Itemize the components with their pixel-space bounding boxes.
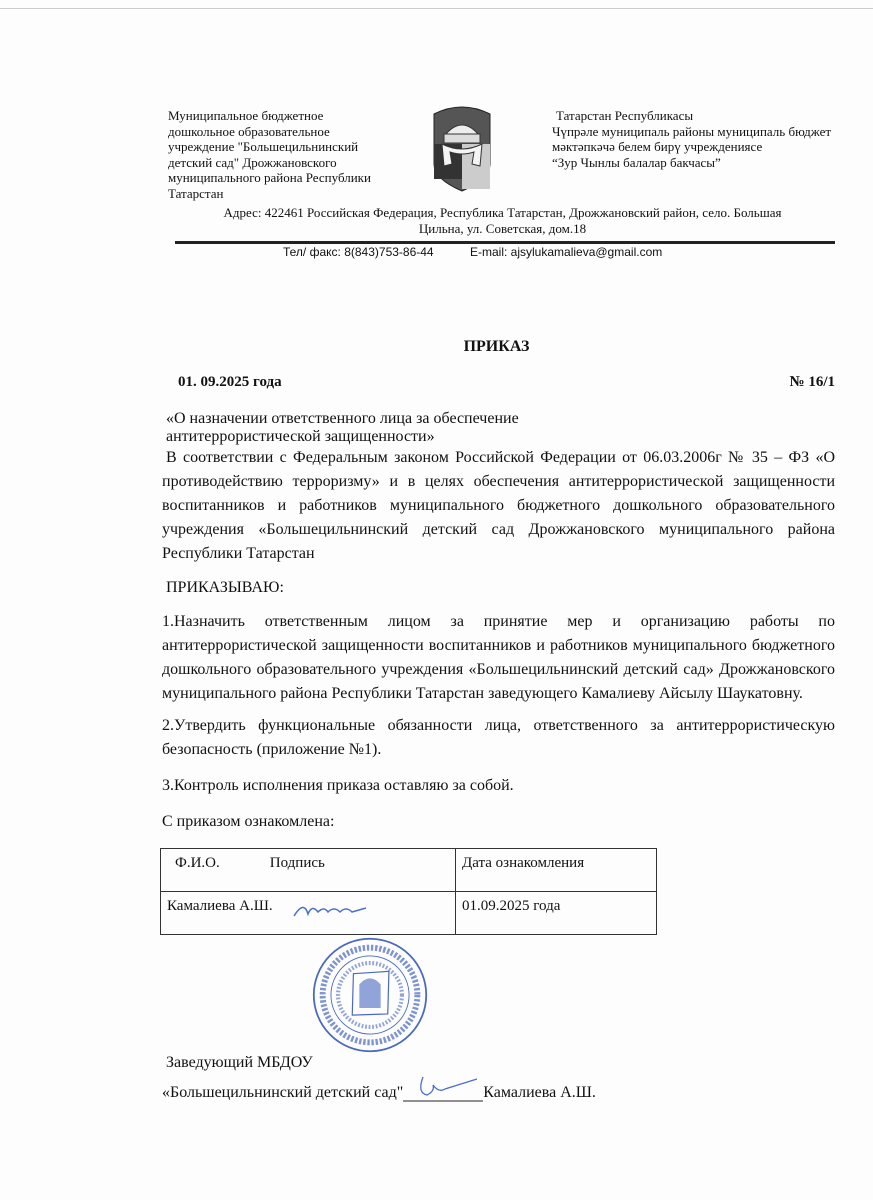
header-right-line: мәктәпкәчә белем бирү учреждениясе [552,139,763,154]
header-right-line: “Зур Чынлы балалар бакчасы” [552,154,721,170]
header-left [168,108,423,201]
coat-of-arms-icon [432,104,492,192]
item-1: 1.Назначить ответственным лицом за принятие мер и организацию работы по антитеррористической защищенности воспитанников и работников муниципального бюджетного дошкольного образовательного учреждения «Большецильнинский детский сад» Дрожжановского муниципального района Республики Татарстан заведующего Камалиеву Айсылу Шаукатовну. [162,613,835,702]
header-signature: Подпись [269,855,325,871]
header-left-line: Муниципальное бюджетное [168,108,324,123]
preamble: В соответствии с Федеральным законом Российской Федерации от 06.03.2006г № 35 – ФЗ «О противодействию терроризму» и в целях обеспечения антитеррористической защищенности воспитанников и работников муниципального бюджетного дошкольного образовательного учреждения «Большецильнинский детский сад Дрожжановского муниципального района Республики Татарстан [162,449,835,562]
address-line: Адрес: 422461 Российская Федерация, Республика Татарстан, Дрожжановский район, село. Большая [223,205,782,220]
director-signature [403,1073,483,1103]
signature-row [162,1073,835,1103]
header-right [552,108,873,170]
table-row [161,892,657,935]
order-number: № 16/1 [789,374,835,390]
header-right-line: Татарстан Республикасы [556,108,694,123]
header-right-line: Чүпрәле муниципаль районы муниципаль бюджет [552,123,832,139]
address [150,205,855,237]
header-left-line: Татарстан [168,185,224,201]
acknowledgement-table [160,848,657,935]
subject-line: «О назначении ответственного лица за обеспечение [166,410,519,427]
item-2: 2.Утвердить функциональные обязанности лица, ответственного за антитеррористическую безопасность (приложение №1). [162,717,835,758]
header-left-line: дошкольное образовательное [168,123,330,139]
item-3: 3.Контроль исполнения приказа оставляю за собой. [162,777,514,794]
order-body [162,410,835,1103]
header-left-line: детский сад" Дрожжановского [168,154,337,170]
subject-line: антитеррористической защищенности» [166,428,435,445]
header-cell [161,849,456,892]
official-stamp [312,937,428,1053]
stamp-area [162,935,835,1053]
signer-name: Камалиева А.Ш. [483,1084,596,1101]
row-name: Камалиева А.Ш. [167,898,273,914]
command: ПРИКАЗЫВАЮ: [166,579,284,596]
cell-name [161,892,456,935]
order-date: 01. 09.2025 года [178,374,282,390]
signer-organization: «Большецильнинский детский сад" [162,1084,404,1101]
scan-edge [0,8,873,9]
signer-position: Заведующий МБДОУ [166,1054,313,1071]
address-line: Цильна, ул. Советская, дом.18 [418,221,587,236]
order-subject [162,410,835,446]
header-fio: Ф.И.О. [175,855,220,871]
header-cell: Дата ознакомления [456,849,657,892]
header-divider [175,241,835,244]
order-title: ПРИКАЗ [463,338,530,355]
email: E-mail: ajsylukamalieva@gmail.com [470,245,663,259]
handwritten-signature [290,898,370,922]
cell-date: 01.09.2025 года [456,892,657,935]
table-header-row [161,849,657,892]
header-left-line: муниципального района Республики [168,170,371,185]
acknowledged-label: С приказом ознакомлена: [162,813,335,830]
header-left-line: учреждение "Большецильнинский [168,139,359,154]
phone: Тел/ факс: 8(843)753-86-44 [283,245,434,259]
